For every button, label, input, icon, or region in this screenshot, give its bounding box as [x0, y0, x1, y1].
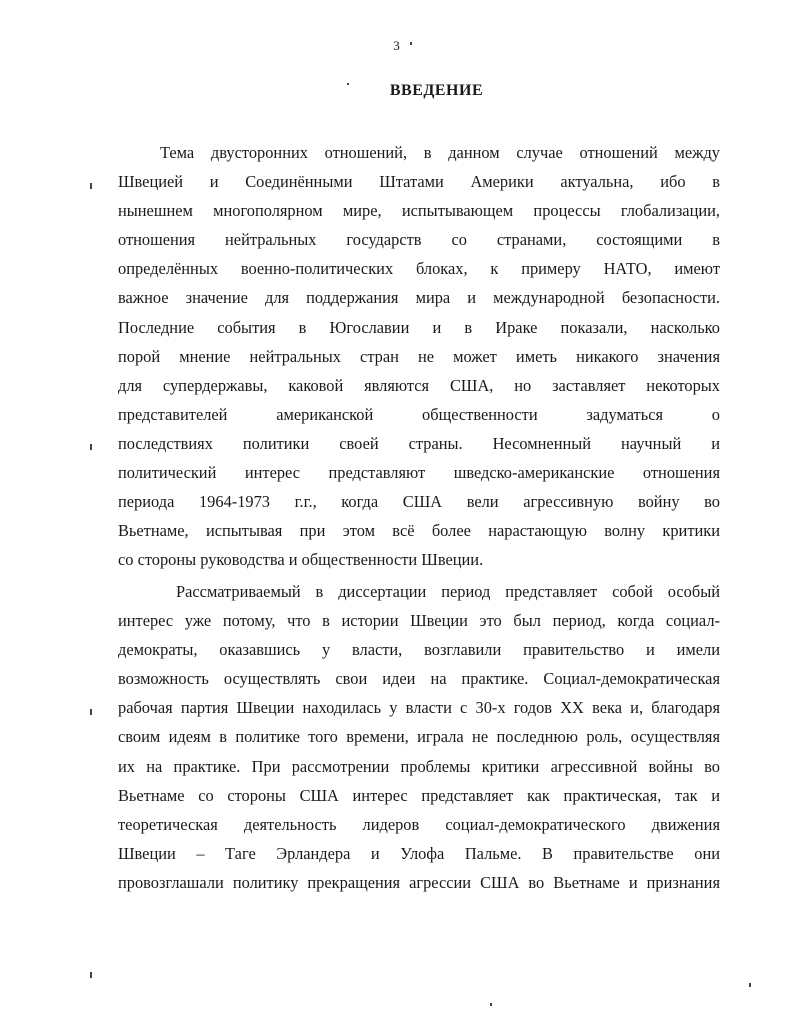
- text-line: интерес уже потому, что в истории Швеции это был период, когда социал-: [118, 611, 720, 631]
- text-line: определённых военно-политических блоках, к примеру НАТО, имеют: [118, 259, 720, 279]
- text-line: Тема двусторонних отношений, в данном случае отношений между: [160, 143, 720, 162]
- text-line: своим идеям в политике того времени, играла не последнюю роль, осуществляя: [118, 727, 720, 747]
- scan-speck: [347, 83, 349, 85]
- scan-speck: [490, 1003, 492, 1006]
- scan-speck: [410, 42, 412, 45]
- text-line: порой мнение нейтральных стран не может иметь никакого значения: [118, 346, 720, 366]
- text-line: Вьетнаме, испытывая при этом всё более нарастающую волну критики: [118, 521, 720, 541]
- text-line: политический интерес представляют шведско-американские отношения: [118, 463, 720, 483]
- paragraph-1: [118, 138, 720, 574]
- text-line: теоретическая деятельность лидеров социал-демократического движения: [118, 814, 720, 834]
- text-line: Швецией и Соединёнными Штатами Америки актуальна, ибо в: [118, 172, 720, 192]
- text-line: рабочая партия Швеции находилась у власти с 30-х годов XX века и, благодаря: [118, 698, 720, 718]
- text-line: провозглашали политику прекращения агрессии США во Вьетнаме и признания: [118, 872, 720, 892]
- text-line: представителей американской общественности задуматься о: [118, 404, 720, 424]
- page-number: 3: [393, 38, 400, 53]
- text-line: со стороны руководства и общественности Швеции.: [118, 550, 484, 570]
- scan-speck: [90, 972, 92, 978]
- scan-speck: [90, 444, 92, 450]
- text-line: важное значение для поддержания мира и международной безопасности.: [118, 288, 720, 308]
- text-line: последствиях политики своей страны. Несомненный научный и: [118, 433, 720, 453]
- text-line: Последние события в Югославии и в Ираке показали, насколько: [118, 317, 720, 337]
- text-line: демократы, оказавшись у власти, возглавили правительство и имели: [118, 640, 720, 660]
- text-line: периода 1964-1973 г.г., когда США вели агрессивную войну во: [118, 492, 720, 512]
- text-line: Вьетнаме со стороны США интерес представляет как практическая, так и: [118, 785, 720, 805]
- scan-speck: [90, 709, 92, 715]
- text-line: отношения нейтральных государств со странами, состоящими в: [118, 230, 720, 250]
- text-line: возможность осуществлять свои идеи на практике. Социал-демократическая: [118, 669, 720, 689]
- text-line: Швеции – Таге Эрландера и Улофа Пальме. В правительстве они: [118, 843, 720, 863]
- text-line: их на практике. При рассмотрении проблемы критики агрессивной войны во: [118, 756, 720, 776]
- text-line: нынешнем многополярном мире, испытывающем процессы глобализации,: [118, 201, 720, 221]
- page-heading: ВВЕДЕНИЕ: [389, 82, 484, 99]
- scan-speck: [90, 183, 92, 189]
- scan-speck: [749, 983, 751, 987]
- paragraph-2: [118, 577, 720, 897]
- text-line: Рассматриваемый в диссертации период представляет собой особый: [176, 582, 720, 601]
- text-line: для супердержавы, каковой являются США, но заставляет некоторых: [118, 375, 720, 395]
